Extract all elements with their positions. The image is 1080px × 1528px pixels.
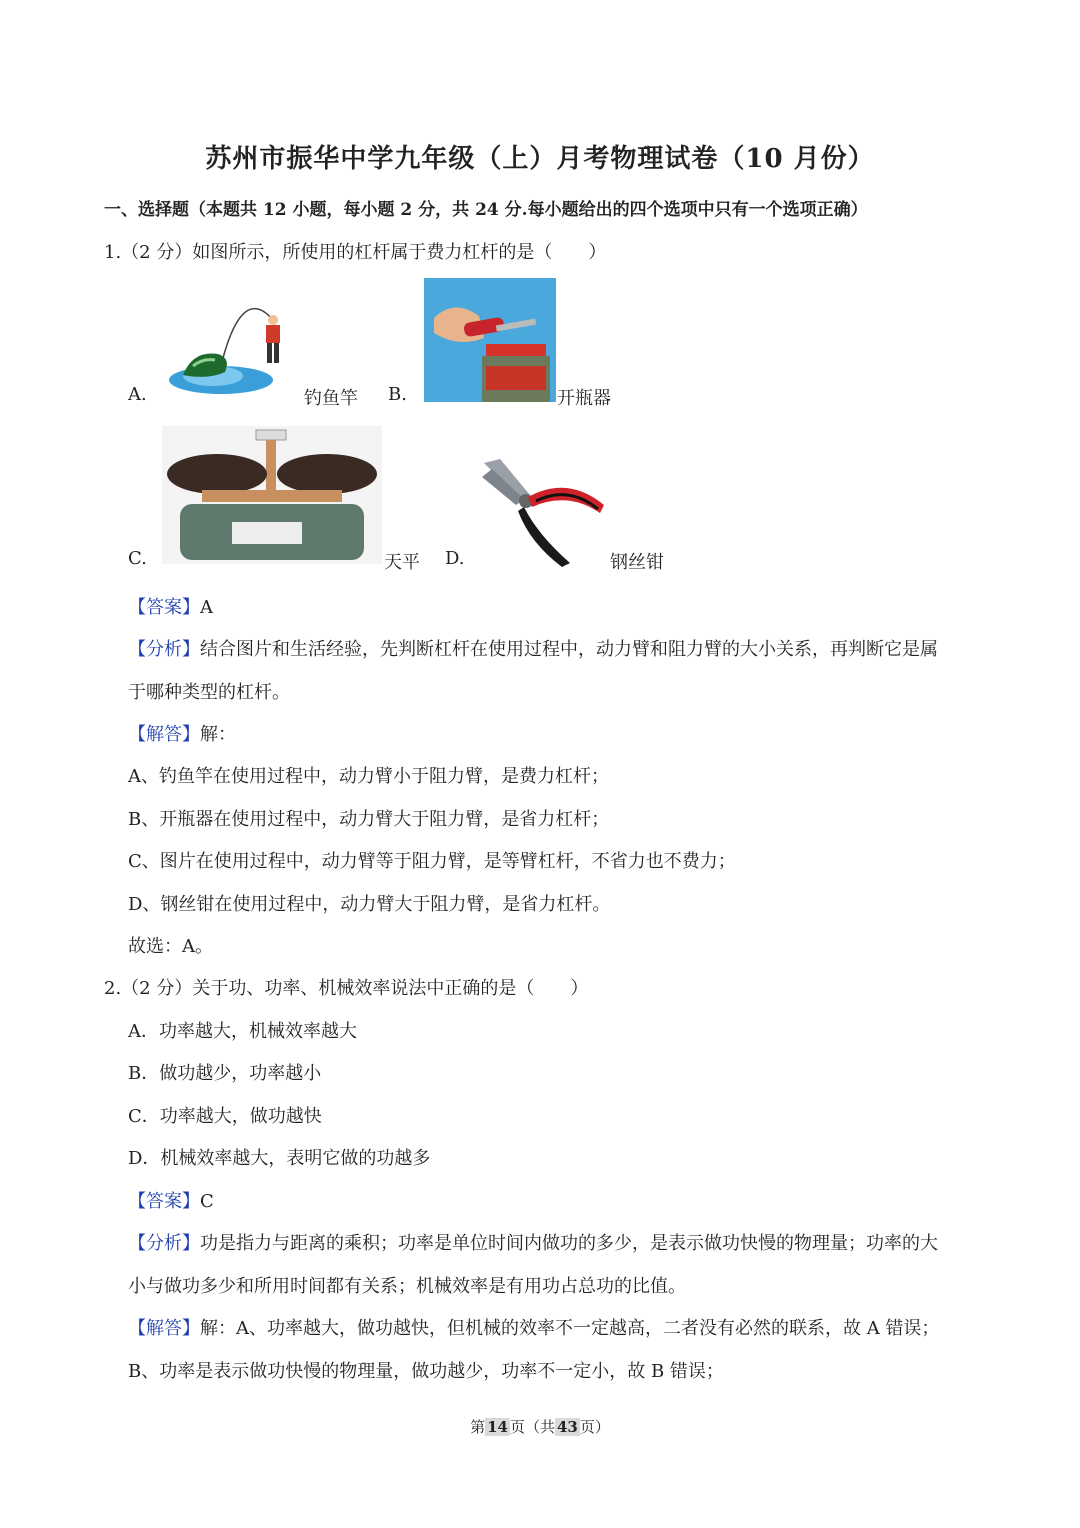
q2-option-d: D．机械效率越大，表明它做的功越多	[128, 1148, 431, 1169]
bottle-opener-image	[424, 278, 556, 402]
q2-answer	[128, 1187, 214, 1213]
q2-option-a: A．功率越大，机械效率越大	[128, 1021, 357, 1042]
pliers-image	[478, 455, 610, 567]
balance-scale-image	[162, 426, 382, 564]
current-page-number: 14	[487, 1418, 508, 1436]
q1-option-b-caption: 开瓶器	[557, 388, 611, 409]
q1-solution-line: A、钓鱼竿在使用过程中，动力臂小于阻力臂，是费力杠杆；	[128, 766, 609, 787]
q2-analysis	[128, 1229, 938, 1255]
q1-solution	[128, 720, 236, 746]
solution-text: 解：A、功率越大，做功越快，但机械的效率不一定越高，二者没有必然的联系，故 A 错误；	[200, 1318, 940, 1339]
q1-option-d-letter: D.	[445, 548, 465, 569]
q1-stem: 1.（2 分）如图所示，所使用的杠杆属于费力杠杆的是（ ）	[104, 242, 607, 263]
q1-solution-line: B、开瓶器在使用过程中，动力臂大于阻力臂，是省力杠杆；	[128, 809, 610, 830]
q1-option-d-caption: 钢丝钳	[610, 552, 664, 573]
q2-stem: 2.（2 分）关于功、功率、机械效率说法中正确的是（ ）	[104, 978, 589, 999]
footer-middle: 页（共	[509, 1418, 555, 1436]
solution-tag: 【解答】	[128, 1318, 200, 1339]
analysis-tag: 【分析】	[128, 639, 200, 660]
solution-intro: 解：	[200, 724, 236, 745]
answer-value: C	[200, 1191, 214, 1212]
answer-value: A	[200, 597, 213, 618]
q1-answer	[128, 593, 213, 619]
analysis-text: 结合图片和生活经验，先判断杠杆在使用过程中，动力臂和阻力臂的大小关系，再判断它是属	[200, 639, 938, 660]
q1-option-a-letter: A.	[128, 384, 147, 405]
q2-solution-line: B、功率是表示做功快慢的物理量，做功越少，功率不一定小，故 B 错误；	[128, 1361, 724, 1382]
q1-analysis-cont: 于哪种类型的杠杆。	[128, 682, 290, 703]
fishing-rod-image	[163, 280, 303, 402]
q1-option-c-letter: C.	[128, 548, 147, 569]
page-title: 苏州市振华中学九年级（上）月考物理试卷（10 月份）	[205, 144, 875, 174]
q1-option-c-caption: 天平	[384, 552, 420, 573]
footer-prefix: 第	[470, 1418, 486, 1436]
q2-solution	[128, 1314, 939, 1340]
q2-option-c: C．功率越大，做功越快	[128, 1106, 322, 1127]
q1-analysis	[128, 635, 938, 661]
page-footer	[0, 1416, 1080, 1437]
answer-tag: 【答案】	[128, 1191, 200, 1212]
analysis-text: 功是指力与距离的乘积；功率是单位时间内做功的多少，是表示做功快慢的物理量；功率的大	[200, 1233, 938, 1254]
q1-solution-line: C、图片在使用过程中，动力臂等于阻力臂，是等臂杠杆，不省力也不费力；	[128, 851, 736, 872]
q1-option-a-caption: 钓鱼竿	[304, 388, 358, 409]
footer-suffix: 页）	[579, 1418, 610, 1436]
total-pages-number: 43	[557, 1418, 578, 1436]
analysis-tag: 【分析】	[128, 1233, 200, 1254]
q1-solution-line: D、钢丝钳在使用过程中，动力臂大于阻力臂，是省力杠杆。	[128, 894, 611, 915]
answer-tag: 【答案】	[128, 597, 200, 618]
q1-option-b-letter: B.	[388, 384, 407, 405]
section-heading: 一、选择题（本题共 12 小题，每小题 2 分，共 24 分.每小题给出的四个选项中只有一个选项正确）	[104, 200, 868, 220]
q1-conclusion: 故选：A。	[128, 936, 213, 957]
solution-tag: 【解答】	[128, 724, 200, 745]
q2-option-b: B．做功越少，功率越小	[128, 1063, 322, 1084]
q2-analysis-cont: 小与做功多少和所用时间都有关系；机械效率是有用功占总功的比值。	[128, 1276, 686, 1297]
